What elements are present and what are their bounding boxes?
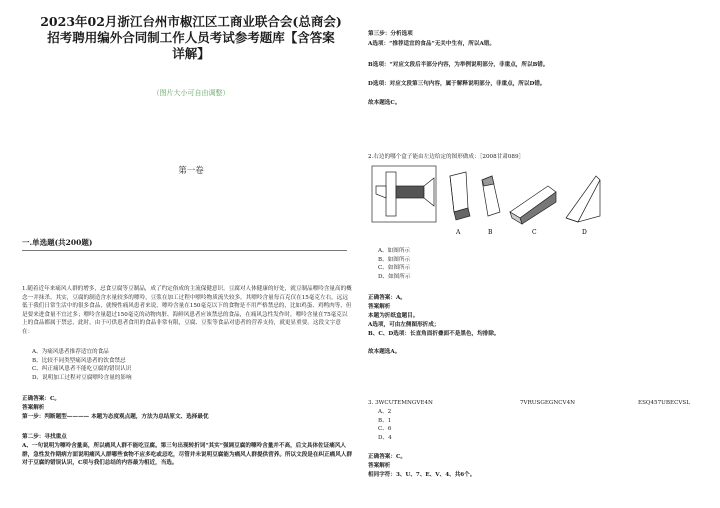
option-d: D、如图所示 xyxy=(378,273,411,280)
option-b: B、比较不同类型痛风患者的饮食禁忌 xyxy=(32,357,126,364)
figure-d-shape xyxy=(566,176,600,222)
option-a: A、2 xyxy=(378,409,392,415)
question-1-step2-text: A、一句说明为嘌呤含量高，所以痛风人群不能吃豆腐。第三句出现转折词“其实”强调豆腐的嘌呤含量并不高，后文具体佐证痛风人群，急性发作期病方面说明痛风人群哪些食物不应多吃或忌吃，尽管并未说明豆腐能为痛风人群提供营养。所以文段是在纠正痛风人群对于豆腐的错误认识，C项与我们总结的内容最为相近，当选。 xyxy=(22,443,353,467)
question-3-stem-c: ESQ457UBECVSL xyxy=(638,400,690,406)
q1-analysis-d: D选项：对应文段第三句内容，属于解释说明部分，非重点，所以D错。 xyxy=(368,81,546,87)
question-1-options xyxy=(32,348,332,382)
unfolded-net-shape xyxy=(376,172,434,216)
question-1-step2-title: 第二步：寻找重点 xyxy=(22,434,67,440)
option-b: B、1 xyxy=(378,417,392,424)
question-2-line-1: 本题为折纸盒题目。 xyxy=(368,313,419,319)
figure-a-shape xyxy=(450,172,470,220)
question-3-stem-b: 7VRUSGEGNCV4N xyxy=(520,400,576,406)
question-3-options xyxy=(378,408,478,442)
question-1-step1: 第一步：判断题型———— 本题为态度观点题，方法为总结原文、选择最优 xyxy=(22,414,209,420)
figure-label-a: A xyxy=(456,229,461,236)
option-c: C、如图所示 xyxy=(378,265,411,272)
q1-step3-title: 第三步：分析选项 xyxy=(368,31,413,37)
document-title xyxy=(22,14,360,62)
question-3-answer: 正确答案：C。 xyxy=(368,454,407,460)
title-line-3: 详解】 xyxy=(172,46,210,61)
option-d: D、4 xyxy=(378,434,392,441)
divider xyxy=(22,250,347,251)
question-2-figure xyxy=(370,164,608,240)
question-3-analysis-label: 答案解析 xyxy=(368,463,391,469)
question-2-conclusion: 故本题选A。 xyxy=(368,349,401,355)
option-b: B、如图所示 xyxy=(378,256,411,263)
q1-analysis-a: A选项：“推荐适宜的食品”无关中生有，所以A错。 xyxy=(368,41,495,47)
question-1-answer: 正确答案：C。 xyxy=(22,396,61,402)
q1-conclusion: 故本题选C。 xyxy=(368,100,401,106)
figure-label-b: B xyxy=(488,229,493,236)
question-3-line-1: 相同字符：3、U、7、E、V、4、共6个。 xyxy=(368,472,476,478)
option-d: D、说明加工过程对豆腐嘌呤含量的影响 xyxy=(32,374,132,381)
question-2-answer: 正确答案：A。 xyxy=(368,295,406,301)
subtitle: （图片大小可自由调整） xyxy=(152,89,230,97)
option-a: A、为痛风患者推荐适宜的食品 xyxy=(32,349,109,355)
section-heading: 一.单选题(共200题) xyxy=(22,238,93,247)
question-1-analysis-label: 答案解析 xyxy=(22,405,45,411)
figure-c-shape xyxy=(510,186,556,224)
option-a: A、如图所示 xyxy=(378,248,411,254)
title-line-2: 招考聘用编外合同制工作人员考试参考题库【含答案 xyxy=(47,30,335,45)
option-c: C、6 xyxy=(378,426,392,433)
title-line-1: 2023年02月浙江台州市椒江区工商业联合会(总商会) xyxy=(40,14,342,29)
question-2-stem: 2.右边的哪个盒子能由左边给定的图形做成：［2008甘肃089］ xyxy=(368,154,525,160)
question-1-stem: 1.随着近年来痛风人群的增多，忌食豆腐等豆制品，成了约定俗成的主流保健意识。豆腐对人体健康的好处，就豆制品嘌呤含量高的概念一并抹杀。其实，豆腐的制造含水量较多的嘌呤，豆浆在加工过程中嘌呤物质流失较多。其嘌呤含量每百克仅在15毫克左右，远远低于我们日常生活中的很多食品，就慢性痛风患者来说，嘌呤含量在150毫克以下的食物是不用严格禁忌的，比如鸡蛋、鸡鸭肉等，但是要来进食量不宜过多；嘌呤含量超过150毫克的动物肉脏、海鲜风患者应该禁忌的食品，在痛风急性发作时，嘌呤含量在75毫克以上的食品都属于禁忌，此时，由于可供患者食用的食品非常有限，豆腐、豆浆等食品对患者的营养支持，就更显重要。这段文字意在： xyxy=(22,286,352,335)
figure-label-c: C xyxy=(532,229,537,236)
figure-label-d: D xyxy=(582,229,587,236)
question-2-options xyxy=(378,247,578,281)
q1-analysis-b: B选项：“对应文段后半部分内容，为举例说明部分，非重点，所以B错。 xyxy=(368,62,549,68)
question-2-line-3: B、C、D选项：长直角面折叠面不是黑色，均排除。 xyxy=(368,331,500,337)
question-2-analysis-label: 答案解析 xyxy=(368,304,391,310)
option-c: C、纠正痛风患者不能吃豆腐的错误认识 xyxy=(32,366,132,373)
figure-b-shape xyxy=(482,176,500,216)
volume-heading: 第一卷 xyxy=(178,166,204,176)
question-2-line-2: A选项，可由左侧图形折成； xyxy=(368,322,440,328)
question-3-stem-a: 3. 3WCUTEMNGVE4N xyxy=(368,400,433,406)
